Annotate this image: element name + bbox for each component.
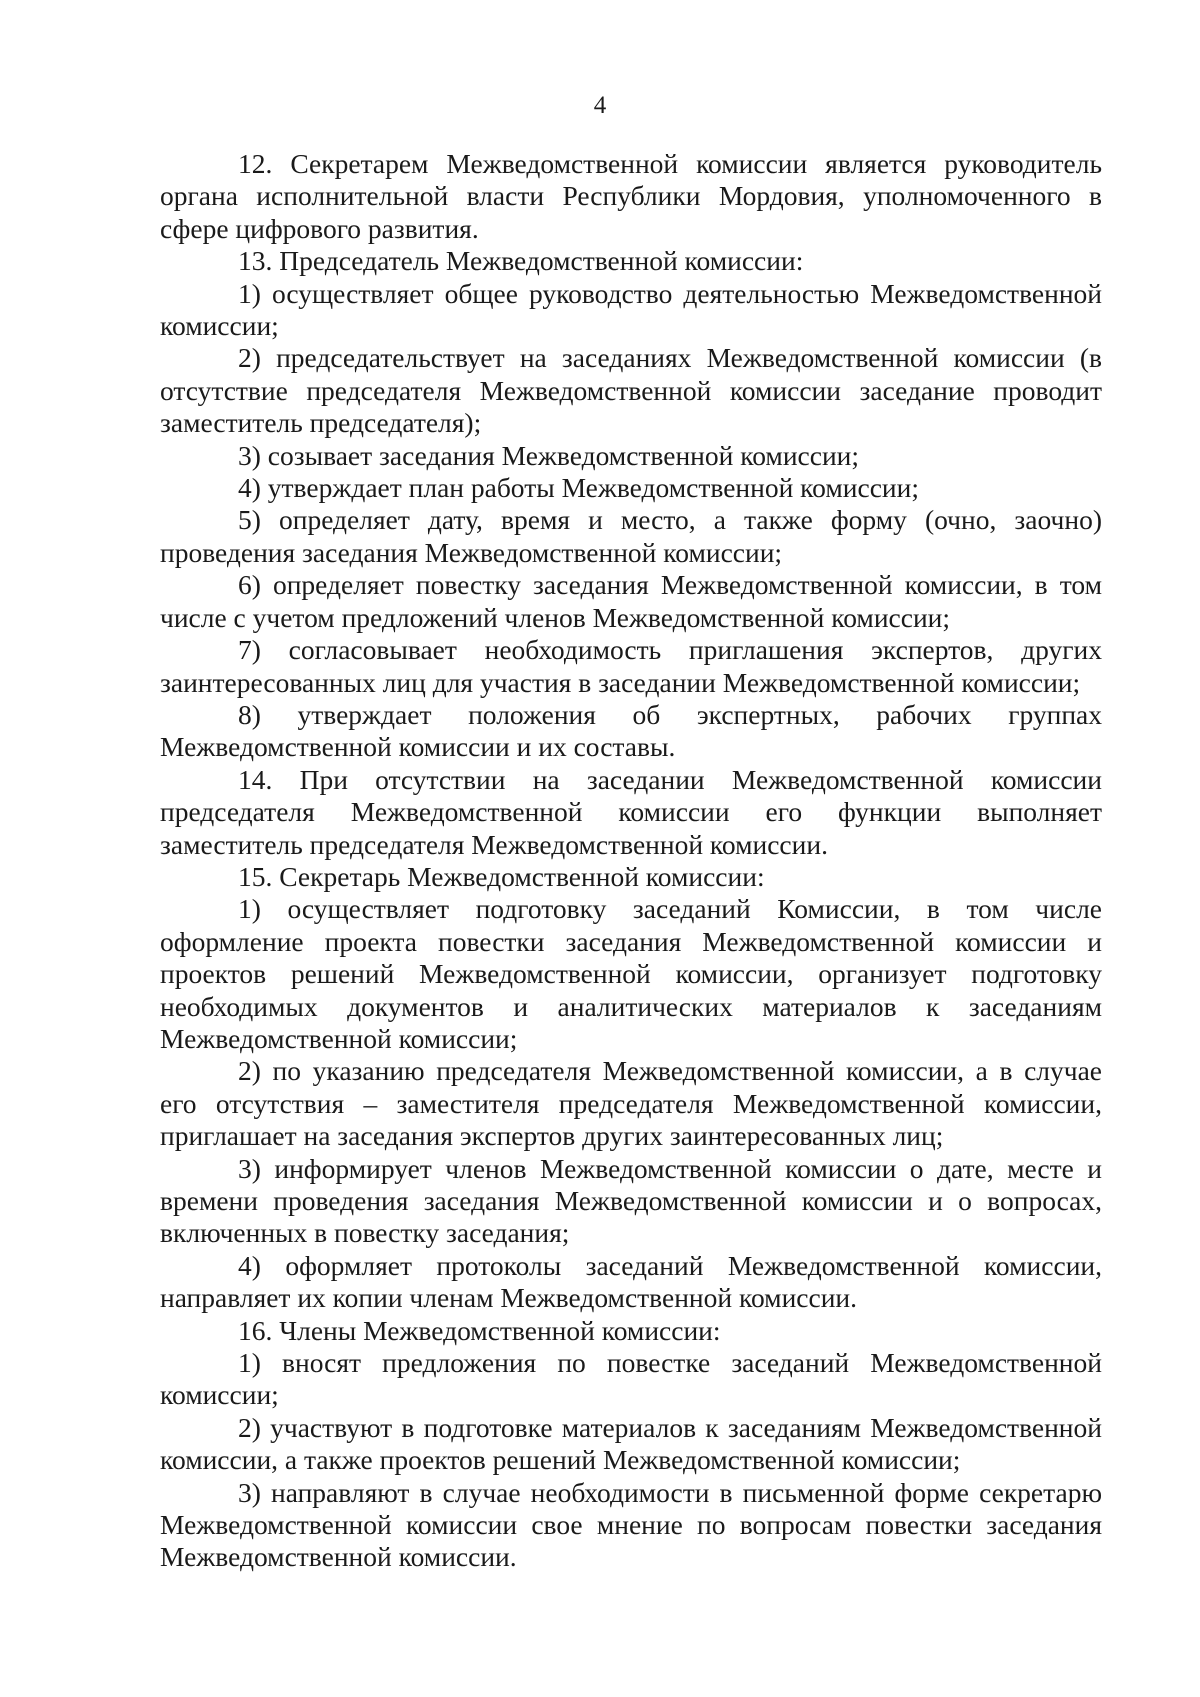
paragraph-15-item-1: 1) осуществляет подготовку заседаний Комиссии, в том числе оформление проекта повестки заседания Межведомственной комиссии и проектов решений Межведомственной комиссии, организует подготовку необходимых документов и аналитических материалов к заседаниям Межведомственной комиссии; xyxy=(160,893,1102,1054)
paragraph-15-item-4: 4) оформляет протоколы заседаний Межведомственной комиссии, направляет их копии членам Межведомственной комиссии. xyxy=(160,1249,1102,1314)
paragraph-15-heading: 15. Секретарь Межведомственной комиссии: xyxy=(238,860,765,892)
paragraph-13-item-7: 7) согласовывает необходимость приглашения экспертов, других заинтересованных лиц для участия в заседании Межведомственной комиссии; xyxy=(160,634,1102,698)
paragraph-16-heading: 16. Члены Межведомственной комиссии: xyxy=(238,1314,721,1346)
paragraph-13-item-2: 2) председательствует на заседаниях Межведомственной комиссии (в отсутствие председателя Межведомственной комиссии заседание проводит заместитель председателя); xyxy=(160,342,1102,439)
paragraph-15-item-3: 3) информирует членов Межведомственной комиссии о дате, месте и времени проведения заседания Межведомственной комиссии и о вопросах, включенных в повестку заседания; xyxy=(160,1152,1102,1249)
paragraph-13-item-8: 8) утверждает положения об экспертных, рабочих группах Межведомственной комиссии и их составы. xyxy=(160,698,1102,763)
paragraph-16-item-1: 1) вносят предложения по повестке заседаний Межведомственной комиссии; xyxy=(160,1347,1102,1411)
paragraph-14: 14. При отсутствии на заседании Межведомственной комиссии председателя Межведомственной комиссии его функции выполняет заместитель председателя Межведомственной комиссии. xyxy=(160,763,1102,860)
paragraph-13-item-4: 4) утверждает план работы Межведомственной комиссии; xyxy=(238,472,919,504)
paragraph-16-item-2: 2) участвуют в подготовке материалов к заседаниям Межведомственной комиссии, а также проектов решений Межведомственной комиссии; xyxy=(160,1411,1102,1476)
paragraph-13-heading: 13. Председатель Межведомственной комиссии: xyxy=(238,245,804,277)
paragraph-15-item-2: 2) по указанию председателя Межведомственной комиссии, а в случае его отсутствия – заместителя председателя Межведомственной комиссии, приглашает на заседания экспертов других заинтересованных лиц; xyxy=(160,1055,1102,1152)
paragraph-13-item-1: 1) осуществляет общее руководство деятельностью Межведомственной комиссии; xyxy=(160,277,1102,342)
paragraph-13-item-5: 5) определяет дату, время и место, а также форму (очно, заочно) проведения заседания Межведомственной комиссии; xyxy=(160,504,1102,568)
paragraph-13-item-6: 6) определяет повестку заседания Межведомственной комиссии, в том числе с учетом предложений членов Межведомственной комиссии; xyxy=(160,569,1102,633)
page-number: 4 xyxy=(593,92,607,119)
paragraph-13-item-3: 3) созывает заседания Межведомственной комиссии; xyxy=(238,439,860,471)
document-body xyxy=(160,148,1102,1574)
paragraph-12: 12. Секретарем Межведомственной комиссии является руководитель органа исполнительной власти Республики Мордовия, уполномоченного в сфере цифрового развития. xyxy=(160,148,1102,244)
paragraph-16-item-3: 3) направляют в случае необходимости в письменной форме секретарю Межведомственной комиссии свое мнение по вопросам повестки заседания Межведомственной комиссии. xyxy=(160,1476,1102,1573)
